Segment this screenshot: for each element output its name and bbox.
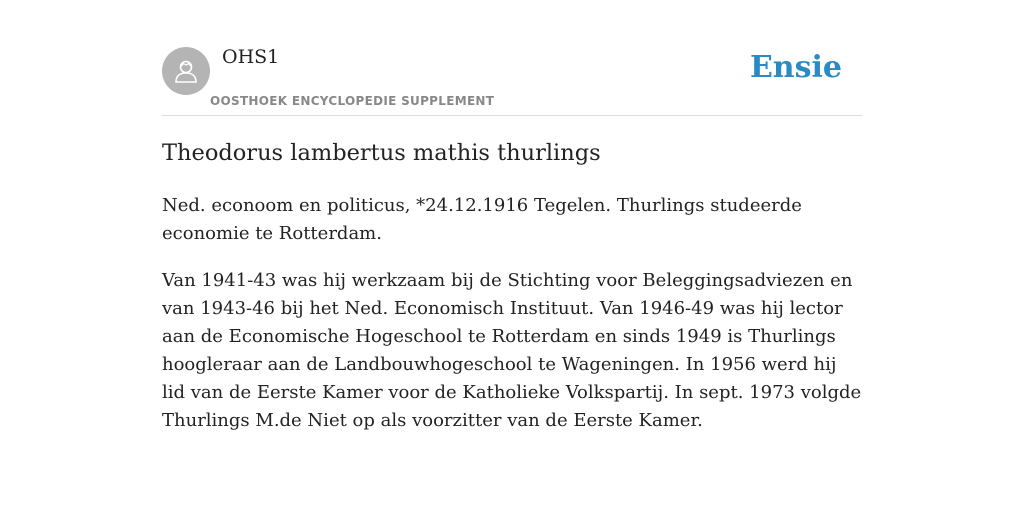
brand-logo[interactable]: Ensie xyxy=(749,50,842,85)
avatar[interactable] xyxy=(162,47,210,95)
source-label[interactable]: OOSTHOEK ENCYCLOPEDIE SUPPLEMENT xyxy=(210,94,495,108)
entry-paragraph: Van 1941-43 was hij werkzaam bij de Stichting voor Beleggingsadviezen en van 1943-46 bij het Ned. Economisch Instituut. Van 1946-49 was hij lector aan de Economische Hogeschool te Rotterdam en sinds 1949 is Thurlings hoogleraar aan de Landbouwhogeschool te Wageningen. In 1956 werd hij lid van de Eerste Kamer voor de Katholieke Volkspartij. In sept. 1973 volgde Thurlings M.de Niet op als voorzitter van de Eerste Kamer. xyxy=(162,270,862,431)
entry-header xyxy=(162,0,862,116)
author-name[interactable]: OHS1 xyxy=(222,46,280,68)
entry-title: Theodorus lambertus mathis thurlings xyxy=(162,140,601,166)
entry-paragraph: Ned. econoom en politicus, *24.12.1916 Tegelen. Thurlings studeerde economie te Rotterdam. xyxy=(162,195,802,244)
page-container xyxy=(162,0,862,431)
user-icon xyxy=(171,56,201,86)
